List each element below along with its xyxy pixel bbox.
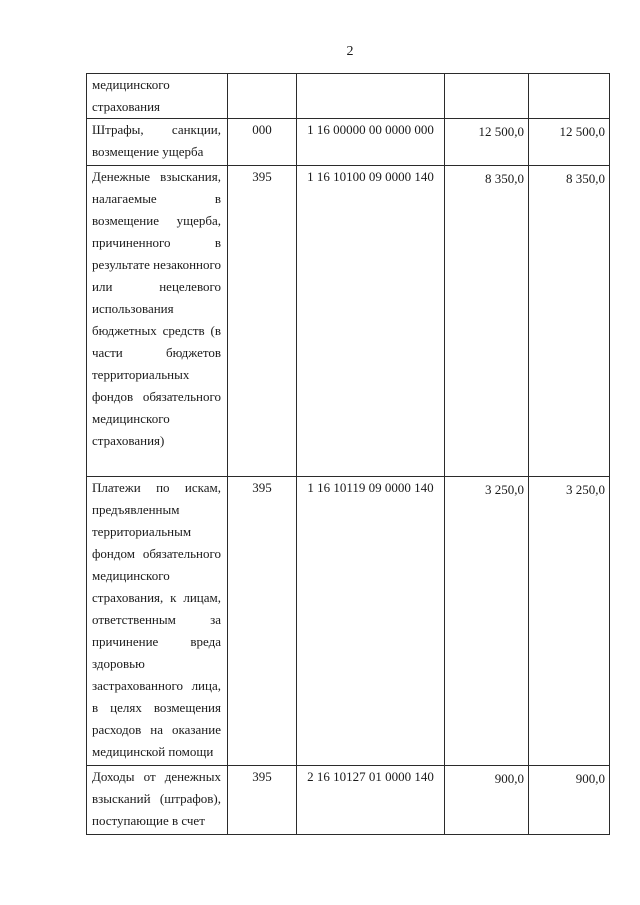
- budget-classification-code-cell: 2 16 10127 01 0000 140: [297, 766, 445, 835]
- budget-classification-code-cell: 1 16 10100 09 0000 140: [297, 166, 445, 477]
- table-row: [87, 166, 610, 477]
- revenue-name-cell: медицинского страхования: [87, 74, 228, 119]
- amount-cell-1: 12 500,0: [445, 119, 529, 166]
- amount-cell-1: 3 250,0: [445, 477, 529, 766]
- amount-cell-2: 3 250,0: [529, 477, 610, 766]
- revenue-table-container: [86, 73, 610, 835]
- budget-classification-code-cell: 1 16 10119 09 0000 140: [297, 477, 445, 766]
- amount-cell-2: 12 500,0: [529, 119, 610, 166]
- amount-cell-1: 8 350,0: [445, 166, 529, 477]
- table-row: [87, 477, 610, 766]
- table-row: [87, 766, 610, 835]
- amount-cell-2: 900,0: [529, 766, 610, 835]
- admin-code-cell: 395: [228, 766, 297, 835]
- revenue-name-cell: Денежные взыскания, налагаемые в возмещение ущерба, причиненного в результате незаконного или нецелевого использования бюджетных средств (в части бюджетов территориальных фондов обязательного медицинского страхования): [87, 166, 228, 477]
- amount-cell-1: [445, 74, 529, 119]
- revenue-name-cell: Доходы от денежных взысканий (штрафов), поступающие в счет: [87, 766, 228, 835]
- amount-cell-2: [529, 74, 610, 119]
- amount-cell-1: 900,0: [445, 766, 529, 835]
- table-row: [87, 119, 610, 166]
- page-number: 2: [346, 44, 354, 59]
- table-row: [87, 74, 610, 119]
- revenue-table: [86, 73, 610, 835]
- budget-classification-code-cell: [297, 74, 445, 119]
- admin-code-cell: 395: [228, 477, 297, 766]
- admin-code-cell: 395: [228, 166, 297, 477]
- amount-cell-2: 8 350,0: [529, 166, 610, 477]
- admin-code-cell: 000: [228, 119, 297, 166]
- revenue-name-cell: Платежи по искам, предъявленным территориальным фондом обязательного медицинского страхования, к лицам, ответственным за причинение вреда здоровью застрахованного лица, в целях возмещения расходов на оказание медицинской помощи: [87, 477, 228, 766]
- admin-code-cell: [228, 74, 297, 119]
- budget-classification-code-cell: 1 16 00000 00 0000 000: [297, 119, 445, 166]
- revenue-name-cell: Штрафы, санкции, возмещение ущерба: [87, 119, 228, 166]
